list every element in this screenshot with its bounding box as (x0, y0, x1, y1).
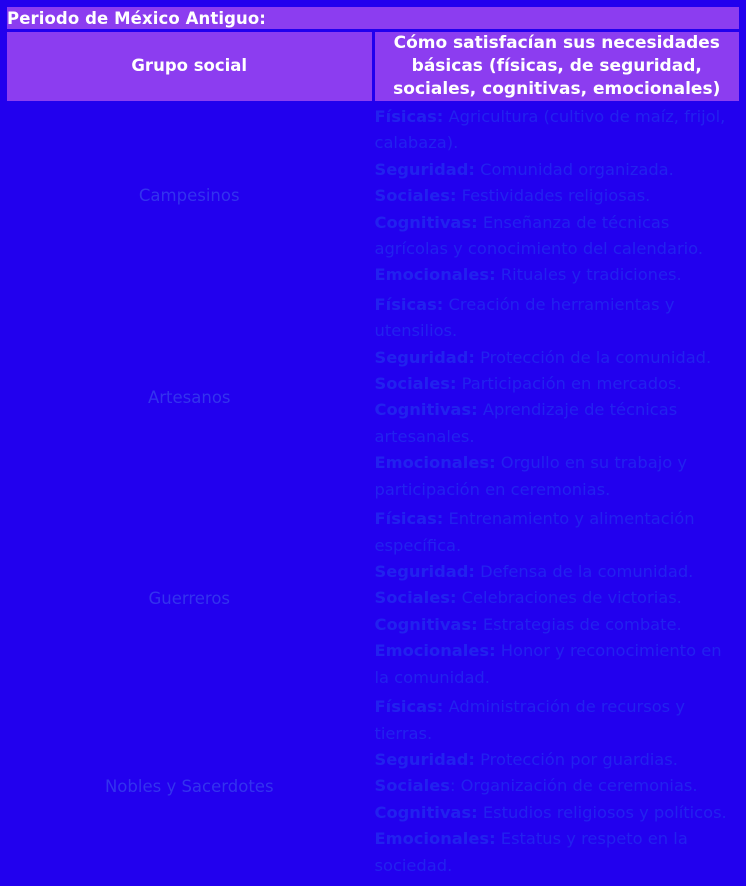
need-label-fisicas: Físicas: (374, 294, 444, 314)
column-header-needs: Cómo satisfacían sus necesidades básicas (físicas, de seguridad, sociales, cognitivas, emocionales) (373, 31, 741, 103)
table-row (6, 693, 741, 881)
need-label-seguridad: Seguridad: (374, 159, 475, 179)
need-label-emocionales: Emocionales: (374, 453, 496, 473)
need-text-fisicas: Administración de recursos y tierras. (374, 697, 685, 743)
need-label-seguridad: Seguridad: (374, 749, 475, 769)
group-name-campesinos: Campesinos (6, 102, 374, 290)
social-groups-needs-table (4, 4, 742, 882)
table-row (6, 290, 741, 504)
table-row (6, 102, 741, 290)
need-text-cognitivas: Aprendizaje de técnicas artesanales. (374, 400, 678, 446)
need-line-emocionales (375, 638, 740, 691)
column-header-group: Grupo social (6, 31, 374, 103)
table-title: Periodo de México Antiguo: (6, 6, 741, 31)
need-label-fisicas: Físicas: (374, 509, 444, 529)
need-text-fisicas: Entrenamiento y alimentación específica. (374, 509, 695, 555)
need-line-seguridad (375, 345, 740, 371)
needs-detail-nobles-sacerdotes (373, 693, 741, 881)
need-line-emocionales (375, 826, 740, 879)
need-text-sociales: Festividades religiosas. (461, 186, 651, 206)
need-line-fisicas (375, 292, 740, 345)
need-text-fisicas: Agricultura (cultivo de maíz, frijol, calabaza). (374, 106, 726, 153)
need-line-cognitivas (375, 210, 740, 263)
group-name-nobles-sacerdotes: Nobles y Sacerdotes (6, 693, 374, 881)
table-title-row (6, 6, 741, 31)
need-text-sociales: : Organización de ceremonias. (449, 776, 698, 796)
need-line-seguridad (375, 559, 740, 585)
need-label-emocionales: Emocionales: (374, 829, 496, 849)
needs-detail-artesanos (373, 290, 741, 504)
need-text-seguridad: Protección por guardias. (480, 749, 678, 769)
need-text-seguridad: Defensa de la comunidad. (480, 562, 694, 581)
need-text-cognitivas: Estudios religiosos y políticos. (482, 802, 727, 822)
need-label-sociales: Sociales (374, 776, 450, 796)
need-label-seguridad: Seguridad: (374, 562, 475, 581)
need-line-emocionales (375, 450, 740, 503)
need-text-fisicas: Creación de herramientas y utensilios. (374, 294, 675, 341)
need-line-sociales (375, 183, 740, 209)
need-text-cognitivas: Estrategias de combate. (482, 614, 682, 634)
need-label-cognitivas: Cognitivas: (374, 400, 478, 420)
need-line-emocionales (375, 262, 740, 288)
need-label-sociales: Sociales: (374, 588, 457, 608)
need-label-cognitivas: Cognitivas: (374, 212, 478, 232)
need-line-fisicas (375, 506, 740, 559)
need-line-sociales (375, 585, 740, 611)
need-line-cognitivas (375, 397, 740, 450)
need-line-fisicas (375, 694, 740, 747)
need-text-cognitivas: Enseñanza de técnicas agrícolas y conocimiento del calendario. (374, 212, 704, 258)
need-text-seguridad: Comunidad organizada. (480, 159, 674, 179)
need-text-emocionales: Rituales y tradiciones. (500, 265, 682, 285)
need-label-emocionales: Emocionales: (374, 265, 496, 285)
group-name-guerreros: Guerreros (6, 505, 374, 693)
need-line-seguridad (375, 747, 740, 773)
need-line-fisicas (375, 104, 740, 157)
needs-detail-campesinos (373, 102, 741, 290)
need-label-fisicas: Físicas: (374, 106, 444, 126)
need-text-sociales: Participación en mercados. (461, 374, 682, 394)
need-text-seguridad: Protección de la comunidad. (480, 347, 712, 367)
need-text-sociales: Celebraciones de victorias. (461, 588, 682, 608)
table-row (6, 505, 741, 693)
need-label-cognitivas: Cognitivas: (374, 614, 478, 634)
table-header-row (6, 31, 741, 103)
need-line-sociales (375, 773, 740, 799)
need-line-cognitivas (375, 800, 740, 826)
group-name-artesanos: Artesanos (6, 290, 374, 504)
need-label-seguridad: Seguridad: (374, 347, 475, 367)
need-label-fisicas: Físicas: (374, 697, 444, 717)
need-label-sociales: Sociales: (374, 186, 457, 206)
need-label-emocionales: Emocionales: (374, 641, 496, 661)
need-line-seguridad (375, 157, 740, 183)
needs-detail-guerreros (373, 505, 741, 693)
need-label-cognitivas: Cognitivas: (374, 802, 478, 822)
need-text-emocionales: Estatus y respeto en la sociedad. (374, 829, 688, 875)
need-line-sociales (375, 371, 740, 397)
need-label-sociales: Sociales: (374, 374, 457, 394)
need-text-emocionales: Honor y reconocimiento en la comunidad. (374, 641, 722, 687)
need-line-cognitivas (375, 612, 740, 638)
need-text-emocionales: Orgullo en su trabajo y participación en ceremonias. (374, 453, 687, 499)
